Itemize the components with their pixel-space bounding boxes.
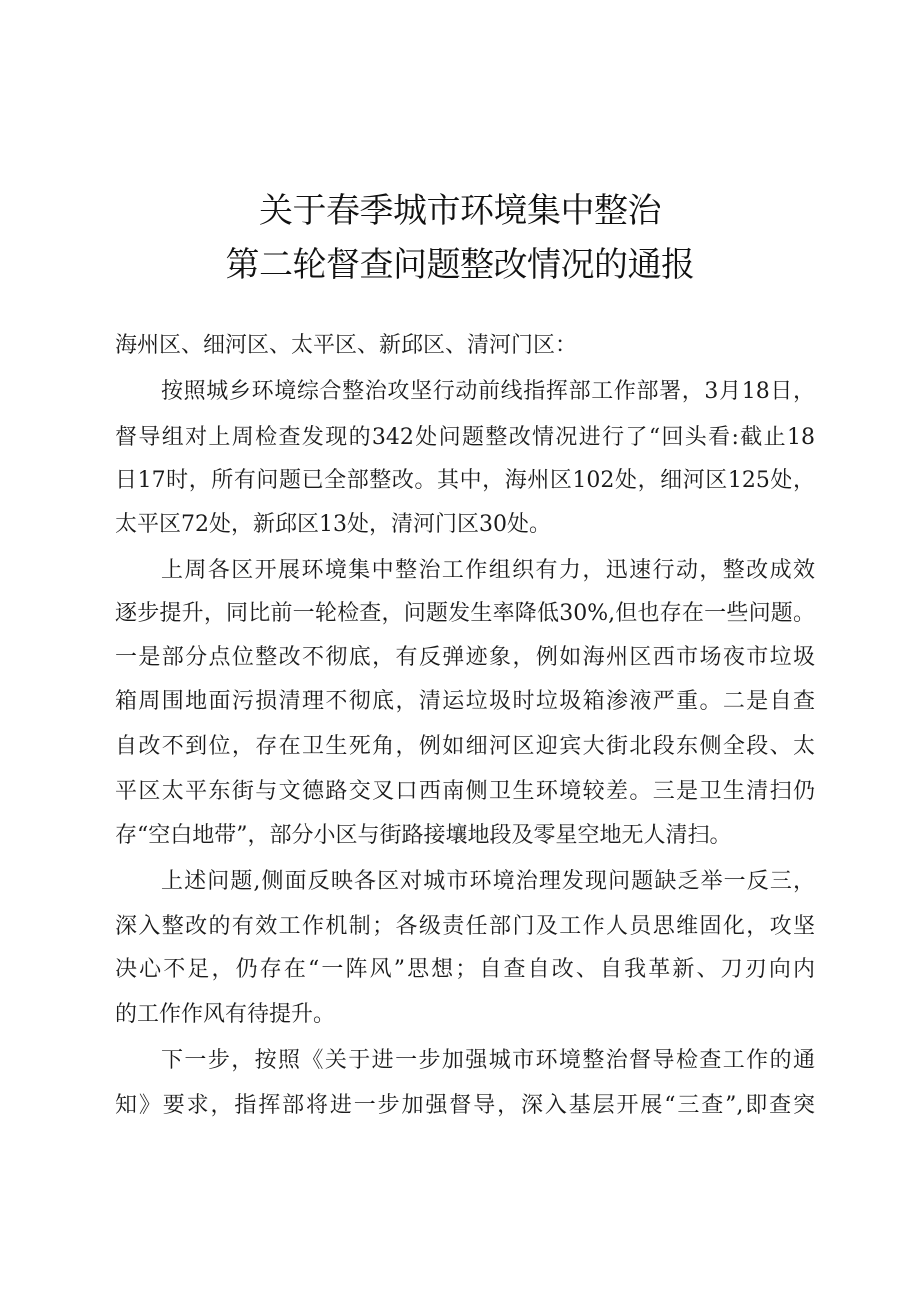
paragraph-2-line-4: 箱周围地面污损清理不彻底，清运垃圾时垃圾箱渗液严重。二是自查 — [115, 689, 815, 714]
document-title-line-2: 第二轮督查问题整改情况的通报 — [225, 245, 695, 285]
paragraph-3-line-3: 决心不足，仍存在“一阵风”思想；自查自改、自我革新、刀刃向内 — [115, 957, 815, 982]
recipients-line: 海州区、细河区、太平区、新邱区、清河门区： — [115, 333, 578, 358]
paragraph-4-line-1: 下一步，按照《关于进一步加强城市环境整治督导检查工作的通 — [161, 1048, 815, 1073]
document-title-line-1: 关于春季城市环境集中整治 — [259, 191, 661, 231]
paragraph-2-line-5: 自改不到位，存在卫生死角，例如细河区迎宾大街北段东侧全段、太 — [115, 734, 815, 759]
paragraph-3-line-1: 上述问题,侧面反映各区对城市环境治理发现问题缺乏举一反三， — [161, 869, 815, 894]
paragraph-2-line-6: 平区太平东街与文德路交叉口西南侧卫生环境较差。三是卫生清扫仍 — [115, 779, 815, 804]
paragraph-3-line-2: 深入整改的有效工作机制；各级责任部门及工作人员思维固化，攻坚 — [115, 914, 815, 939]
paragraph-1-line-2: 督导组对上周检查发现的342处问题整改情况进行了“回头看:截止18 — [115, 425, 815, 450]
paragraph-4-line-2: 知》要求，指挥部将进一步加强督导，深入基层开展“三查”,即查突 — [115, 1093, 815, 1118]
paragraph-1-line-4: 太平区72处，新邱区13处，清河门区30处。 — [115, 512, 551, 537]
paragraph-2-line-7: 存“空白地带”，部分小区与街路接壤地段及零星空地无人清扫。 — [115, 823, 732, 848]
paragraph-2-line-3: 一是部分点位整改不彻底，有反弹迹象，例如海州区西市场夜市垃圾 — [115, 645, 815, 670]
paragraph-2-line-1: 上周各区开展环境集中整治工作组织有力，迅速行动，整改成效 — [161, 558, 815, 583]
paragraph-1-line-3: 日17时，所有问题已全部整改。其中，海州区102处，细河区125处， — [115, 468, 815, 493]
paragraph-2-line-2: 逐步提升，同比前一轮检查，问题发生率降低30%,但也存在一些问题。 — [115, 601, 815, 626]
paragraph-1-line-1: 按照城乡环境综合整治攻坚行动前线指挥部工作部署，3月18日， — [161, 379, 815, 404]
paragraph-3-line-4: 的工作作风有待提升。 — [115, 1002, 336, 1027]
